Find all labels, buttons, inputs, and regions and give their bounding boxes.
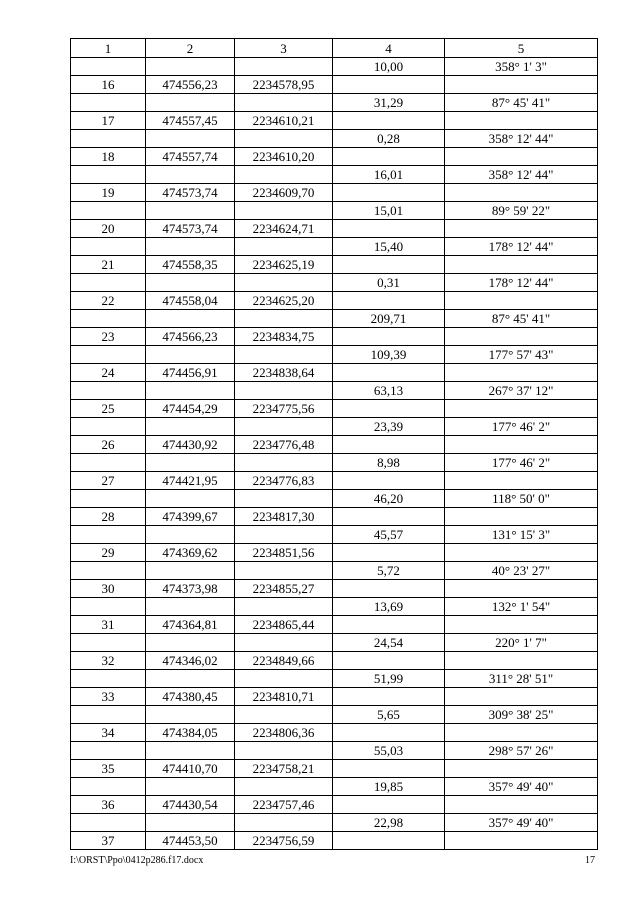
table-row <box>71 364 598 382</box>
header-cell-col4: 4 <box>333 39 445 58</box>
x-coordinate-cell <box>146 310 235 328</box>
x-coordinate-cell <box>146 634 235 652</box>
bearing-cell: 311° 28' 51" <box>445 670 598 688</box>
point-number-cell <box>71 382 146 400</box>
y-coordinate-cell: 2234834,75 <box>235 328 333 346</box>
point-number-cell <box>71 778 146 796</box>
point-number-cell: 19 <box>71 184 146 202</box>
y-coordinate-cell <box>235 310 333 328</box>
table-row <box>71 436 598 454</box>
bearing-cell: 87° 45' 41" <box>445 310 598 328</box>
table-row <box>71 454 598 472</box>
distance-cell <box>333 796 445 814</box>
distance-cell <box>333 76 445 94</box>
x-coordinate-cell <box>146 490 235 508</box>
distance-cell <box>333 832 445 850</box>
point-number-cell <box>71 598 146 616</box>
x-coordinate-cell: 474456,91 <box>146 364 235 382</box>
bearing-cell <box>445 472 598 490</box>
y-coordinate-cell <box>235 94 333 112</box>
distance-cell <box>333 400 445 418</box>
point-number-cell <box>71 742 146 760</box>
point-number-cell <box>71 706 146 724</box>
bearing-cell <box>445 760 598 778</box>
table-row <box>71 706 598 724</box>
x-coordinate-cell <box>146 202 235 220</box>
y-coordinate-cell: 2234578,95 <box>235 76 333 94</box>
distance-cell: 5,65 <box>333 706 445 724</box>
point-number-cell: 21 <box>71 256 146 274</box>
y-coordinate-cell: 2234625,20 <box>235 292 333 310</box>
bearing-cell: 177° 57' 43" <box>445 346 598 364</box>
bearing-cell: 177° 46' 2" <box>445 454 598 472</box>
table-row <box>71 166 598 184</box>
table-row <box>71 670 598 688</box>
y-coordinate-cell <box>235 490 333 508</box>
x-coordinate-cell <box>146 274 235 292</box>
table-row <box>71 634 598 652</box>
x-coordinate-cell: 474557,45 <box>146 112 235 130</box>
bearing-cell <box>445 76 598 94</box>
x-coordinate-cell <box>146 598 235 616</box>
bearing-cell: 89° 59' 22" <box>445 202 598 220</box>
table-row <box>71 94 598 112</box>
x-coordinate-cell: 474399,67 <box>146 508 235 526</box>
distance-cell: 24,54 <box>333 634 445 652</box>
y-coordinate-cell: 2234776,83 <box>235 472 333 490</box>
y-coordinate-cell <box>235 778 333 796</box>
table-row <box>71 292 598 310</box>
table-row <box>71 688 598 706</box>
x-coordinate-cell <box>146 166 235 184</box>
distance-cell <box>333 112 445 130</box>
distance-cell: 63,13 <box>333 382 445 400</box>
point-number-cell <box>71 454 146 472</box>
y-coordinate-cell <box>235 166 333 184</box>
bearing-cell <box>445 436 598 454</box>
y-coordinate-cell <box>235 202 333 220</box>
table-row <box>71 148 598 166</box>
x-coordinate-cell <box>146 94 235 112</box>
table-row <box>71 616 598 634</box>
point-number-cell: 24 <box>71 364 146 382</box>
distance-cell <box>333 184 445 202</box>
point-number-cell <box>71 274 146 292</box>
distance-cell: 51,99 <box>333 670 445 688</box>
distance-cell <box>333 328 445 346</box>
point-number-cell: 31 <box>71 616 146 634</box>
table-row <box>71 832 598 850</box>
point-number-cell <box>71 94 146 112</box>
bearing-cell <box>445 292 598 310</box>
point-number-cell: 26 <box>71 436 146 454</box>
distance-cell: 13,69 <box>333 598 445 616</box>
distance-cell: 109,39 <box>333 346 445 364</box>
distance-cell: 31,29 <box>333 94 445 112</box>
distance-cell: 0,28 <box>333 130 445 148</box>
bearing-cell <box>445 256 598 274</box>
table-row <box>71 490 598 508</box>
table-row <box>71 652 598 670</box>
point-number-cell: 35 <box>71 760 146 778</box>
table-row <box>71 202 598 220</box>
table-row <box>71 112 598 130</box>
distance-cell: 23,39 <box>333 418 445 436</box>
y-coordinate-cell: 2234776,48 <box>235 436 333 454</box>
distance-cell <box>333 292 445 310</box>
bearing-cell <box>445 616 598 634</box>
distance-cell <box>333 616 445 634</box>
x-coordinate-cell: 474454,29 <box>146 400 235 418</box>
x-coordinate-cell: 474558,35 <box>146 256 235 274</box>
y-coordinate-cell: 2234624,71 <box>235 220 333 238</box>
distance-cell <box>333 688 445 706</box>
table-row <box>71 184 598 202</box>
table-row <box>71 778 598 796</box>
y-coordinate-cell: 2234757,46 <box>235 796 333 814</box>
table-header-row <box>71 39 598 58</box>
distance-cell: 0,31 <box>333 274 445 292</box>
footer-file-path: I:\ORST\Ppo\0412p286.f17.docx <box>70 855 204 866</box>
table-row <box>71 418 598 436</box>
x-coordinate-cell: 474430,92 <box>146 436 235 454</box>
y-coordinate-cell <box>235 598 333 616</box>
header-cell-col1: 1 <box>71 39 146 58</box>
point-number-cell: 34 <box>71 724 146 742</box>
x-coordinate-cell: 474369,62 <box>146 544 235 562</box>
point-number-cell <box>71 310 146 328</box>
y-coordinate-cell <box>235 562 333 580</box>
distance-cell: 8,98 <box>333 454 445 472</box>
point-number-cell: 16 <box>71 76 146 94</box>
table-row <box>71 274 598 292</box>
distance-cell: 19,85 <box>333 778 445 796</box>
bearing-cell <box>445 220 598 238</box>
coordinates-table-body <box>71 39 598 850</box>
x-coordinate-cell: 474410,70 <box>146 760 235 778</box>
table-row <box>71 472 598 490</box>
bearing-cell <box>445 112 598 130</box>
point-number-cell <box>71 202 146 220</box>
x-coordinate-cell: 474557,74 <box>146 148 235 166</box>
x-coordinate-cell <box>146 778 235 796</box>
bearing-cell: 118° 50' 0" <box>445 490 598 508</box>
y-coordinate-cell: 2234865,44 <box>235 616 333 634</box>
x-coordinate-cell: 474373,98 <box>146 580 235 598</box>
bearing-cell: 357° 49' 40" <box>445 814 598 832</box>
table-row <box>71 814 598 832</box>
point-number-cell: 23 <box>71 328 146 346</box>
distance-cell <box>333 436 445 454</box>
bearing-cell <box>445 688 598 706</box>
bearing-cell: 40° 23' 27" <box>445 562 598 580</box>
table-row <box>71 310 598 328</box>
table-row <box>71 508 598 526</box>
table-row <box>71 742 598 760</box>
point-number-cell <box>71 418 146 436</box>
point-number-cell <box>71 130 146 148</box>
x-coordinate-cell <box>146 346 235 364</box>
y-coordinate-cell: 2234817,30 <box>235 508 333 526</box>
header-cell-col2: 2 <box>146 39 235 58</box>
y-coordinate-cell <box>235 814 333 832</box>
bearing-cell <box>445 832 598 850</box>
point-number-cell <box>71 814 146 832</box>
bearing-cell <box>445 652 598 670</box>
distance-cell <box>333 472 445 490</box>
y-coordinate-cell: 2234610,20 <box>235 148 333 166</box>
bearing-cell <box>445 400 598 418</box>
bearing-cell: 358° 1' 3" <box>445 58 598 76</box>
bearing-cell <box>445 796 598 814</box>
bearing-cell <box>445 184 598 202</box>
y-coordinate-cell: 2234810,71 <box>235 688 333 706</box>
y-coordinate-cell <box>235 526 333 544</box>
coordinates-table <box>70 38 598 850</box>
bearing-cell <box>445 724 598 742</box>
bearing-cell: 87° 45' 41" <box>445 94 598 112</box>
bearing-cell: 220° 1' 7" <box>445 634 598 652</box>
bearing-cell: 178° 12' 44" <box>445 238 598 256</box>
point-number-cell <box>71 238 146 256</box>
x-coordinate-cell: 474380,45 <box>146 688 235 706</box>
point-number-cell: 36 <box>71 796 146 814</box>
distance-cell: 10,00 <box>333 58 445 76</box>
bearing-cell <box>445 328 598 346</box>
distance-cell: 22,98 <box>333 814 445 832</box>
x-coordinate-cell <box>146 742 235 760</box>
y-coordinate-cell: 2234758,21 <box>235 760 333 778</box>
bearing-cell <box>445 364 598 382</box>
distance-cell <box>333 580 445 598</box>
point-number-cell <box>71 490 146 508</box>
table-row <box>71 130 598 148</box>
y-coordinate-cell: 2234855,27 <box>235 580 333 598</box>
point-number-cell: 29 <box>71 544 146 562</box>
header-cell-col5: 5 <box>445 39 598 58</box>
x-coordinate-cell: 474573,74 <box>146 184 235 202</box>
point-number-cell: 33 <box>71 688 146 706</box>
y-coordinate-cell <box>235 274 333 292</box>
x-coordinate-cell <box>146 130 235 148</box>
point-number-cell: 22 <box>71 292 146 310</box>
y-coordinate-cell: 2234625,19 <box>235 256 333 274</box>
table-row <box>71 58 598 76</box>
bearing-cell <box>445 544 598 562</box>
distance-cell <box>333 652 445 670</box>
table-row <box>71 400 598 418</box>
distance-cell <box>333 760 445 778</box>
table-row <box>71 76 598 94</box>
point-number-cell <box>71 346 146 364</box>
x-coordinate-cell: 474556,23 <box>146 76 235 94</box>
x-coordinate-cell: 474573,74 <box>146 220 235 238</box>
bearing-cell <box>445 508 598 526</box>
y-coordinate-cell <box>235 742 333 760</box>
x-coordinate-cell: 474566,23 <box>146 328 235 346</box>
table-row <box>71 346 598 364</box>
point-number-cell: 25 <box>71 400 146 418</box>
bearing-cell: 358° 12' 44" <box>445 166 598 184</box>
y-coordinate-cell: 2234775,56 <box>235 400 333 418</box>
point-number-cell <box>71 562 146 580</box>
point-number-cell: 32 <box>71 652 146 670</box>
table-row <box>71 796 598 814</box>
distance-cell: 45,57 <box>333 526 445 544</box>
point-number-cell <box>71 670 146 688</box>
y-coordinate-cell <box>235 634 333 652</box>
distance-cell: 16,01 <box>333 166 445 184</box>
y-coordinate-cell <box>235 706 333 724</box>
bearing-cell <box>445 580 598 598</box>
table-row <box>71 562 598 580</box>
bearing-cell: 132° 1' 54" <box>445 598 598 616</box>
y-coordinate-cell: 2234806,36 <box>235 724 333 742</box>
bearing-cell: 309° 38' 25" <box>445 706 598 724</box>
x-coordinate-cell <box>146 814 235 832</box>
table-row <box>71 328 598 346</box>
y-coordinate-cell <box>235 346 333 364</box>
x-coordinate-cell <box>146 562 235 580</box>
header-cell-col3: 3 <box>235 39 333 58</box>
distance-cell: 46,20 <box>333 490 445 508</box>
y-coordinate-cell <box>235 238 333 256</box>
x-coordinate-cell: 474430,54 <box>146 796 235 814</box>
point-number-cell: 37 <box>71 832 146 850</box>
x-coordinate-cell: 474453,50 <box>146 832 235 850</box>
footer-page-number: 17 <box>585 855 595 866</box>
bearing-cell: 298° 57' 26" <box>445 742 598 760</box>
point-number-cell: 30 <box>71 580 146 598</box>
distance-cell: 55,03 <box>333 742 445 760</box>
x-coordinate-cell: 474364,81 <box>146 616 235 634</box>
bearing-cell: 358° 12' 44" <box>445 130 598 148</box>
y-coordinate-cell <box>235 454 333 472</box>
distance-cell <box>333 220 445 238</box>
bearing-cell: 178° 12' 44" <box>445 274 598 292</box>
bearing-cell <box>445 148 598 166</box>
point-number-cell <box>71 634 146 652</box>
point-number-cell <box>71 58 146 76</box>
bearing-cell: 267° 37' 12" <box>445 382 598 400</box>
table-row <box>71 544 598 562</box>
point-number-cell: 27 <box>71 472 146 490</box>
y-coordinate-cell: 2234849,66 <box>235 652 333 670</box>
table-row <box>71 724 598 742</box>
table-row <box>71 598 598 616</box>
distance-cell: 209,71 <box>333 310 445 328</box>
x-coordinate-cell <box>146 238 235 256</box>
distance-cell <box>333 724 445 742</box>
x-coordinate-cell <box>146 454 235 472</box>
x-coordinate-cell <box>146 526 235 544</box>
y-coordinate-cell: 2234610,21 <box>235 112 333 130</box>
table-row <box>71 526 598 544</box>
bearing-cell: 357° 49' 40" <box>445 778 598 796</box>
table-row <box>71 760 598 778</box>
y-coordinate-cell <box>235 382 333 400</box>
y-coordinate-cell: 2234756,59 <box>235 832 333 850</box>
x-coordinate-cell: 474558,04 <box>146 292 235 310</box>
table-row <box>71 238 598 256</box>
distance-cell: 15,01 <box>333 202 445 220</box>
distance-cell: 5,72 <box>333 562 445 580</box>
x-coordinate-cell: 474421,95 <box>146 472 235 490</box>
table-row <box>71 382 598 400</box>
point-number-cell: 20 <box>71 220 146 238</box>
y-coordinate-cell <box>235 670 333 688</box>
y-coordinate-cell <box>235 418 333 436</box>
x-coordinate-cell: 474384,05 <box>146 724 235 742</box>
table-row <box>71 256 598 274</box>
distance-cell <box>333 544 445 562</box>
bearing-cell: 177° 46' 2" <box>445 418 598 436</box>
bearing-cell: 131° 15' 3" <box>445 526 598 544</box>
point-number-cell: 28 <box>71 508 146 526</box>
distance-cell <box>333 508 445 526</box>
y-coordinate-cell <box>235 58 333 76</box>
x-coordinate-cell <box>146 382 235 400</box>
point-number-cell <box>71 166 146 184</box>
point-number-cell <box>71 526 146 544</box>
x-coordinate-cell <box>146 418 235 436</box>
table-row <box>71 220 598 238</box>
y-coordinate-cell <box>235 130 333 148</box>
x-coordinate-cell <box>146 706 235 724</box>
y-coordinate-cell: 2234838,64 <box>235 364 333 382</box>
x-coordinate-cell <box>146 670 235 688</box>
y-coordinate-cell: 2234851,56 <box>235 544 333 562</box>
y-coordinate-cell: 2234609,70 <box>235 184 333 202</box>
distance-cell: 15,40 <box>333 238 445 256</box>
table-row <box>71 580 598 598</box>
x-coordinate-cell <box>146 58 235 76</box>
distance-cell <box>333 364 445 382</box>
distance-cell <box>333 148 445 166</box>
distance-cell <box>333 256 445 274</box>
point-number-cell: 18 <box>71 148 146 166</box>
x-coordinate-cell: 474346,02 <box>146 652 235 670</box>
point-number-cell: 17 <box>71 112 146 130</box>
